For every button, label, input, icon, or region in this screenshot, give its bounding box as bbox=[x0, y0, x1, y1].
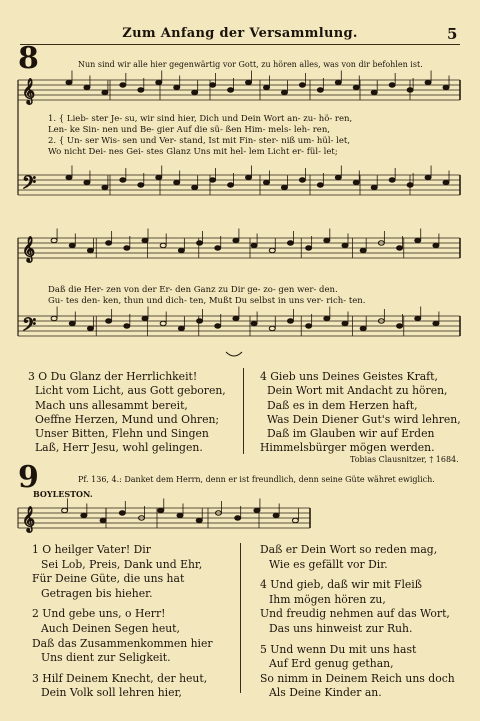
note-head bbox=[119, 511, 125, 515]
note-head bbox=[281, 185, 287, 189]
note-head bbox=[360, 248, 366, 252]
verse-line: 3 Hilf Deinem Knecht, der heut, bbox=[32, 671, 208, 685]
verse-line: 3 O Du Glanz der Herrlichkeit! bbox=[28, 370, 198, 383]
note-head bbox=[233, 316, 239, 320]
note-head bbox=[433, 243, 439, 247]
note-head bbox=[317, 183, 323, 187]
clef-icon: 𝄞 bbox=[22, 507, 36, 532]
note-head bbox=[425, 80, 431, 84]
note-head bbox=[425, 175, 431, 179]
note-head bbox=[433, 321, 439, 325]
fermata-icon bbox=[226, 352, 242, 356]
note-head bbox=[174, 85, 180, 89]
note-head bbox=[102, 185, 108, 189]
verse-line: 4 Und gieb, daß wir mit Fleiß bbox=[260, 578, 422, 592]
hymn-8-verse-3 bbox=[28, 370, 226, 456]
clef-icon: 𝄞 bbox=[22, 237, 36, 262]
verse-line: Himmelsbürger mögen werden. bbox=[260, 441, 435, 455]
verse-line: Ihm mögen hören zu, bbox=[269, 592, 386, 606]
note-head bbox=[174, 180, 180, 184]
note-head bbox=[397, 324, 403, 328]
note-head bbox=[142, 316, 148, 320]
note-head bbox=[254, 508, 260, 512]
verse-line: 1 O heilger Vater! Dir bbox=[32, 543, 151, 556]
note-head bbox=[69, 243, 75, 247]
note-head bbox=[317, 88, 323, 92]
hymn-9-number: 9 bbox=[18, 460, 39, 495]
note-head bbox=[138, 183, 144, 187]
hymn-8-intro: Nun sind wir alle hier gegenwärtig vor Gott, zu hören alles, was von dir befohlen ist. bbox=[78, 60, 423, 69]
verse-line: Getragen bis hieher. bbox=[41, 586, 153, 600]
note-head bbox=[407, 183, 413, 187]
note-head bbox=[100, 518, 106, 522]
note-head bbox=[192, 185, 198, 189]
note-head bbox=[84, 85, 90, 89]
hymn-8-lyric-line-4: Wo nicht Dei- nes Gei- stes Glanz Uns mit hel- lem Licht er- fül- let; bbox=[48, 147, 338, 157]
note-head bbox=[263, 85, 269, 89]
verse-line: 5 Und wenn Du mit uns hast bbox=[260, 642, 417, 656]
note-head bbox=[360, 326, 366, 330]
note-head bbox=[306, 246, 312, 250]
verse-line: Wie es gefällt vor Dir. bbox=[269, 557, 388, 571]
note-head bbox=[197, 241, 203, 245]
note-head bbox=[215, 324, 221, 328]
note-head bbox=[235, 516, 241, 520]
note-head bbox=[158, 508, 164, 512]
note-head bbox=[160, 243, 166, 247]
note-head bbox=[51, 316, 57, 320]
column-divider bbox=[243, 368, 244, 454]
verse-line: Daß im Glauben wir auf Erden bbox=[267, 427, 435, 441]
note-head bbox=[443, 85, 449, 89]
note-head bbox=[124, 246, 130, 250]
note-head bbox=[263, 180, 269, 184]
note-head bbox=[415, 238, 421, 242]
page-header-title: Zum Anfang der Versammlung. bbox=[122, 26, 358, 41]
note-head bbox=[51, 238, 57, 242]
note-head bbox=[178, 248, 184, 252]
note-head bbox=[120, 83, 126, 87]
note-head bbox=[106, 319, 112, 323]
note-head bbox=[389, 178, 395, 182]
note-head bbox=[120, 178, 126, 182]
hymn-8-verse-4 bbox=[260, 370, 461, 456]
hymn-9-intro: Pf. 136, 4.: Danket dem Herrn, denn er ist freundlich, denn seine Güte währet ewiglich. bbox=[78, 475, 435, 484]
note-head bbox=[299, 83, 305, 87]
verse-line: Oeffne Herzen, Mund und Ohren; bbox=[35, 412, 220, 426]
note-head bbox=[106, 241, 112, 245]
verse-line: Daß er Dein Wort so reden mag, bbox=[260, 543, 438, 556]
note-head bbox=[415, 316, 421, 320]
verse-line: Daß es in dem Herzen haft, bbox=[267, 398, 418, 412]
hymn-8-lyric-line-6: Gu- tes den- ken, thun und dich- ten, Mußt Du selbst in uns ver- rich- ten. bbox=[48, 296, 366, 306]
note-head bbox=[335, 175, 341, 179]
note-head bbox=[273, 513, 279, 517]
column-divider bbox=[240, 543, 241, 693]
note-head bbox=[81, 513, 87, 517]
verse-line: Laß, Herr Jesu, wohl gelingen. bbox=[35, 441, 203, 455]
verse-line: Das uns hinweist zur Ruh. bbox=[269, 621, 413, 635]
note-head bbox=[342, 321, 348, 325]
verse-line: Dein Wort mit Andacht zu hören, bbox=[267, 384, 448, 398]
note-head bbox=[324, 316, 330, 320]
note-head bbox=[233, 238, 239, 242]
note-head bbox=[287, 241, 293, 245]
note-head bbox=[160, 321, 166, 325]
verse-line: Was Dein Diener Gut's wird lehren, bbox=[267, 412, 461, 426]
verse-line: Für Deine Güte, die uns hat bbox=[32, 572, 185, 586]
note-head bbox=[215, 246, 221, 250]
note-head bbox=[246, 80, 252, 84]
note-head bbox=[177, 513, 183, 517]
verse-line: Unser Bitten, Flehn und Singen bbox=[35, 427, 209, 441]
note-head bbox=[269, 326, 275, 330]
note-head bbox=[251, 243, 257, 247]
note-head bbox=[246, 175, 252, 179]
note-head bbox=[192, 90, 198, 94]
verse-line: Daß das Zusammenkommen hier bbox=[32, 636, 213, 650]
note-head bbox=[142, 238, 148, 242]
note-head bbox=[138, 88, 144, 92]
verse-line: 4 Gieb uns Deines Geistes Kraft, bbox=[260, 370, 438, 383]
hymn-8-author: Tobias Clausnitzer, † 1684. bbox=[350, 455, 459, 464]
clef-icon: 𝄢 bbox=[22, 315, 37, 340]
note-head bbox=[228, 183, 234, 187]
verse-line: Als Deine Kinder an. bbox=[269, 686, 382, 700]
note-head bbox=[443, 180, 449, 184]
note-head bbox=[124, 324, 130, 328]
verse-line: Dein Volk soll lehren hier, bbox=[41, 686, 182, 700]
note-head bbox=[197, 319, 203, 323]
hymn-8-lyric-line-1: 1. { Lieb- ster Je- su, wir sind hier, Dich und Dein Wort an- zu- hö- ren, bbox=[48, 114, 353, 124]
note-head bbox=[210, 83, 216, 87]
note-head bbox=[407, 88, 413, 92]
note-head bbox=[335, 80, 341, 84]
note-head bbox=[353, 180, 359, 184]
note-head bbox=[292, 518, 298, 522]
clef-icon: 𝄢 bbox=[22, 173, 37, 198]
note-head bbox=[269, 248, 275, 252]
note-head bbox=[371, 185, 377, 189]
note-head bbox=[251, 321, 257, 325]
hymn-8-number: 8 bbox=[18, 41, 39, 76]
note-head bbox=[342, 243, 348, 247]
verse-line: Uns dient zur Seligkeit. bbox=[41, 651, 171, 665]
note-head bbox=[156, 175, 162, 179]
verse-line: Licht vom Licht, aus Gott geboren, bbox=[35, 384, 226, 398]
note-head bbox=[84, 180, 90, 184]
hymn-9-tune-name: BOYLESTON. bbox=[33, 489, 93, 499]
verse-line: Auf Erd genug gethan, bbox=[269, 657, 394, 671]
note-head bbox=[228, 88, 234, 92]
note-head bbox=[389, 83, 395, 87]
note-head bbox=[62, 508, 68, 512]
note-head bbox=[87, 248, 93, 252]
hymn-9-left-verses bbox=[32, 543, 213, 701]
verse-line: So nimm in Deinem Reich uns doch bbox=[260, 671, 455, 685]
note-head bbox=[371, 90, 377, 94]
note-head bbox=[66, 80, 72, 84]
verse-line: Sei Lob, Preis, Dank und Ehr, bbox=[41, 557, 203, 571]
note-head bbox=[102, 90, 108, 94]
note-head bbox=[397, 246, 403, 250]
note-head bbox=[324, 238, 330, 242]
note-head bbox=[210, 178, 216, 182]
verse-line: Mach uns allesammt bereit, bbox=[35, 398, 188, 412]
hymn-8-lyric-line-5: Daß die Her- zen von der Er- den Ganz zu Dir ge- zo- gen wer- den. bbox=[48, 285, 338, 295]
note-head bbox=[306, 324, 312, 328]
note-head bbox=[178, 326, 184, 330]
verse-line: 2 Und gebe uns, o Herr! bbox=[32, 607, 166, 621]
verse-line: Und freudig nehmen auf das Wort, bbox=[260, 607, 450, 621]
note-head bbox=[287, 319, 293, 323]
note-head bbox=[196, 518, 202, 522]
hymn-8-lyric-line-2: Len- ke Sin- nen und Be- gier Auf die sü- ßen Him- mels- leh- ren, bbox=[48, 125, 330, 135]
note-head bbox=[353, 85, 359, 89]
hymn-9-right-verses bbox=[260, 543, 455, 701]
note-head bbox=[69, 321, 75, 325]
verse-line: Auch Deinen Segen heut, bbox=[41, 621, 180, 635]
note-head bbox=[299, 178, 305, 182]
page-number: 5 bbox=[447, 25, 458, 43]
clef-icon: 𝄞 bbox=[22, 79, 36, 104]
note-head bbox=[87, 326, 93, 330]
note-head bbox=[66, 175, 72, 179]
note-head bbox=[281, 90, 287, 94]
note-head bbox=[156, 80, 162, 84]
hymn-8-lyric-line-3: 2. { Un- ser Wis- sen und Ver- stand, Ist mit Fin- ster- niß um- hül- let, bbox=[48, 136, 351, 146]
